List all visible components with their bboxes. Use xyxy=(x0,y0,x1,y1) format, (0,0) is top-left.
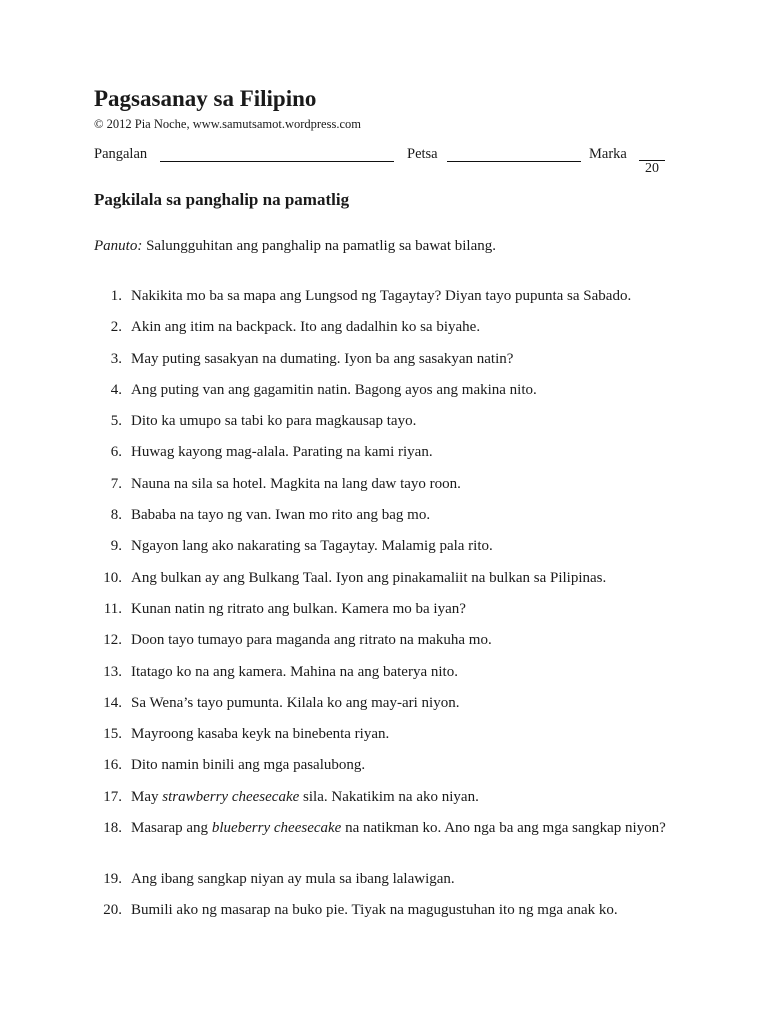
section-title: Pagkilala sa panghalip na pamatlig xyxy=(94,190,350,209)
list-item xyxy=(94,662,674,693)
item-text-part: Masarap ang xyxy=(131,820,212,837)
instruction xyxy=(94,238,496,255)
list-item xyxy=(94,818,674,869)
item-number: 3. xyxy=(110,350,122,367)
item-text: Nauna na sila sa hotel. Magkita na lang daw tayo roon. xyxy=(131,475,461,492)
item-number: 1. xyxy=(110,288,122,304)
list-item xyxy=(94,599,674,630)
list-item xyxy=(94,536,674,567)
item-text: Huwag kayong mag-alala. Parating na kami riyan. xyxy=(131,444,433,461)
item-number: 5. xyxy=(110,413,122,430)
item-text: Dito namin binili ang mga pasalubong. xyxy=(131,757,366,774)
item-text-part: na natikman ko. Ano nga ba ang mga sangkap niyon? xyxy=(341,820,666,837)
list-item xyxy=(94,474,674,505)
item-number: 17. xyxy=(103,788,122,805)
item-number: 19. xyxy=(103,870,122,887)
list-item xyxy=(94,724,674,755)
item-text: Dito ka umupo sa tabi ko para magkausap tayo. xyxy=(131,413,417,430)
list-item xyxy=(94,869,674,900)
item-number: 12. xyxy=(103,632,122,649)
list-item xyxy=(94,900,674,931)
item-number: 6. xyxy=(110,444,122,461)
item-number: 10. xyxy=(103,569,122,586)
list-item xyxy=(94,411,674,442)
item-text: Itatago ko na ang kamera. Mahina na ang baterya nito. xyxy=(131,663,458,680)
item-text-part: sila. Nakatikim na ako niyan. xyxy=(299,788,479,805)
list-item xyxy=(94,380,674,411)
list-item xyxy=(94,693,674,724)
item-number: 7. xyxy=(110,475,122,492)
instruction-label: Panuto: xyxy=(94,238,143,254)
item-text: Akin ang itim na backpack. Ito ang dadalhin ko sa biyahe. xyxy=(131,319,481,336)
name-label: Pangalan xyxy=(94,146,148,162)
item-text xyxy=(131,787,666,807)
list-item xyxy=(94,630,674,661)
list-item xyxy=(94,568,674,599)
item-text: Bababa na tayo ng van. Iwan mo rito ang bag mo. xyxy=(131,507,431,524)
item-number: 18. xyxy=(103,820,122,837)
list-item xyxy=(94,317,674,348)
item-text: May puting sasakyan na dumating. Iyon ba ang sasakyan natin? xyxy=(131,350,514,367)
item-text: Nakikita mo ba sa mapa ang Lungsod ng Tagaytay? Diyan tayo pupunta sa Sabado. xyxy=(131,288,632,304)
item-italic-term: strawberry cheesecake xyxy=(162,788,300,805)
list-item xyxy=(94,755,674,786)
name-blank xyxy=(160,161,394,162)
item-number: 20. xyxy=(103,901,122,918)
item-italic-term: blueberry cheesecake xyxy=(211,820,342,837)
page-title: Pagsasanay sa Filipino xyxy=(94,86,317,111)
item-number: 16. xyxy=(103,757,122,774)
date-blank xyxy=(447,161,581,162)
item-text: Kunan natin ng ritrato ang bulkan. Kamera mo ba iyan? xyxy=(131,600,466,617)
item-text xyxy=(131,818,666,838)
item-text: Bumili ako ng masarap na buko pie. Tiyak na magugustuhan ito ng mga anak ko. xyxy=(131,901,618,918)
item-number: 14. xyxy=(103,694,122,711)
item-number: 13. xyxy=(103,663,122,680)
item-number: 4. xyxy=(110,381,122,398)
copyright-line: © 2012 Pia Noche, www.samutsamot.wordpress.com xyxy=(94,117,361,131)
item-text-part: May xyxy=(131,788,163,805)
item-text: Ang puting van ang gagamitin natin. Bagong ayos ang makina nito. xyxy=(131,381,537,398)
item-number: 11. xyxy=(103,600,122,617)
item-number: 9. xyxy=(110,538,122,555)
list-item xyxy=(94,286,674,317)
item-text: Ang ibang sangkap niyan ay mula sa ibang lalawigan. xyxy=(131,870,455,887)
list-item xyxy=(94,442,674,473)
item-text: Ngayon lang ako nakarating sa Tagaytay. Malamig pala rito. xyxy=(131,538,493,555)
date-label: Petsa xyxy=(407,146,438,162)
score-total: 20 xyxy=(639,160,665,177)
list-item xyxy=(94,505,674,536)
item-number: 2. xyxy=(110,319,122,336)
item-text: Ang bulkan ay ang Bulkang Taal. Iyon ang pinakamaliit na bulkan sa Pilipinas. xyxy=(131,569,607,586)
exercise-list xyxy=(94,286,674,931)
score-label: Marka xyxy=(589,146,627,162)
list-item xyxy=(94,787,674,818)
item-number: 8. xyxy=(110,507,122,524)
item-text: Sa Wena’s tayo pumunta. Kilala ko ang may-ari niyon. xyxy=(131,694,460,711)
instruction-text: Salungguhitan ang panghalip na pamatlig sa bawat bilang. xyxy=(146,238,496,254)
header-form xyxy=(94,146,674,176)
item-text: Doon tayo tumayo para maganda ang ritrato na makuha mo. xyxy=(131,632,492,649)
list-item xyxy=(94,349,674,380)
item-text: Mayroong kasaba keyk na binebenta riyan. xyxy=(131,726,390,743)
item-number: 15. xyxy=(103,726,122,743)
